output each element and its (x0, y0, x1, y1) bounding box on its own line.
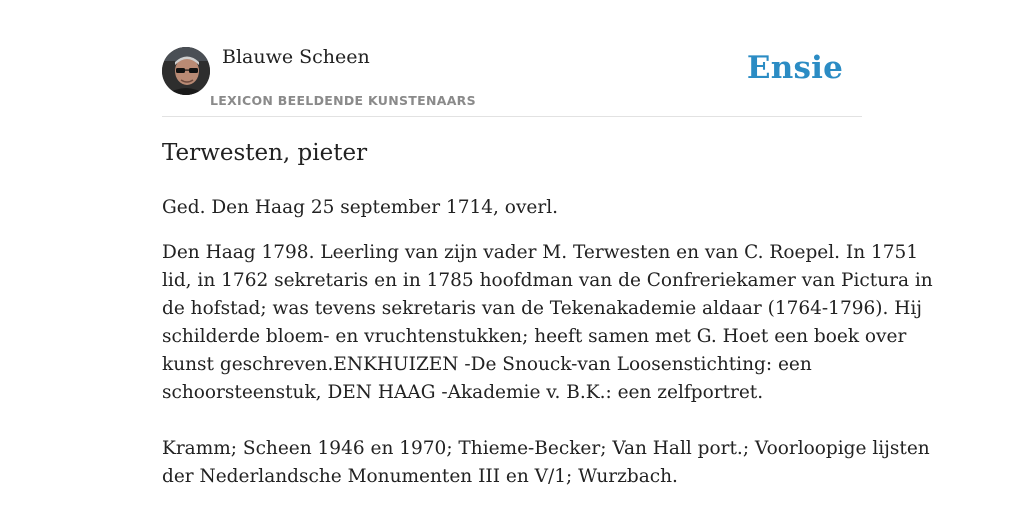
paragraph-gap (162, 407, 862, 435)
ensie-logo[interactable]: Ensie (746, 50, 843, 86)
entry-header (162, 0, 862, 117)
author-avatar[interactable] (162, 47, 210, 95)
avatar-image (162, 47, 210, 95)
entry-card (162, 0, 933, 512)
body-line: Den Haag 1798. Leerling van zijn vader M. Terwesten en van C. Roepel. In 1751 (162, 242, 919, 263)
body-line: schilderde bloem- en vruchtenstukken; heeft samen met G. Hoet een boek over (162, 326, 907, 347)
source-line: der Nederlandsche Monumenten III en V/1; Wurzbach. (162, 466, 678, 487)
entry-title: Terwesten, pieter (162, 140, 368, 166)
body-line: de hofstad; was tevens sekretaris van de Tekenakademie aldaar (1764-1796). Hij (162, 298, 923, 319)
author-name[interactable]: Blauwe Scheen (222, 46, 370, 68)
body-line: lid, in 1762 sekretaris en in 1785 hoofdman van de Confreriekamer van Pictura in (162, 270, 933, 291)
source-line: Kramm; Scheen 1946 en 1970; Thieme-Becker; Van Hall port.; Voorloopige lijsten (162, 438, 930, 459)
body-line: kunst geschreven.ENKHUIZEN -De Snouck-van Loosenstichting: een (162, 354, 812, 375)
entry-body (162, 239, 933, 491)
body-line: schoorsteenstuk, DEN HAAG -Akademie v. B.K.: een zelfportret. (162, 382, 764, 403)
category-label[interactable]: LEXICON BEELDENDE KUNSTENAARS (210, 93, 476, 108)
entry-lead: Ged. Den Haag 25 september 1714, overl. (162, 197, 558, 218)
